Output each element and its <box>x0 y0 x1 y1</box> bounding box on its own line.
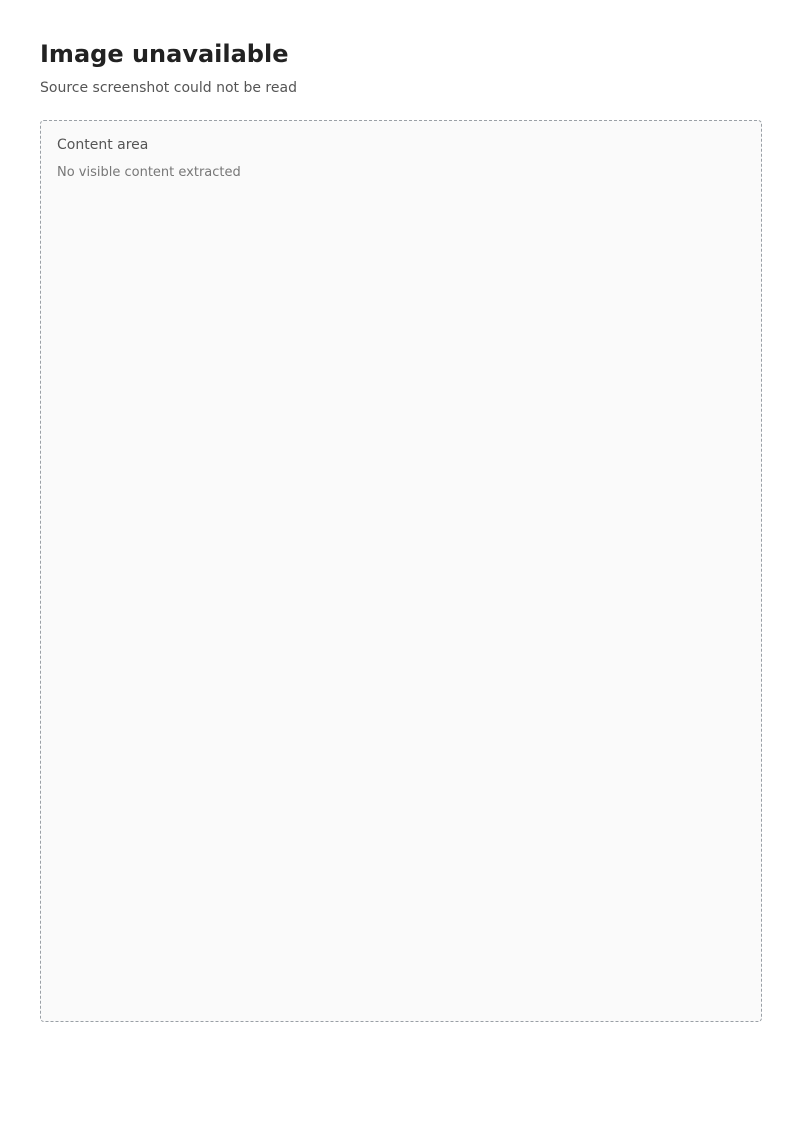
page-title: Image unavailable <box>40 40 289 68</box>
status-text: No visible content extracted <box>57 165 241 180</box>
content-label: Content area <box>57 137 149 153</box>
content-placeholder <box>40 120 762 1022</box>
page-subtitle: Source screenshot could not be read <box>40 80 297 96</box>
